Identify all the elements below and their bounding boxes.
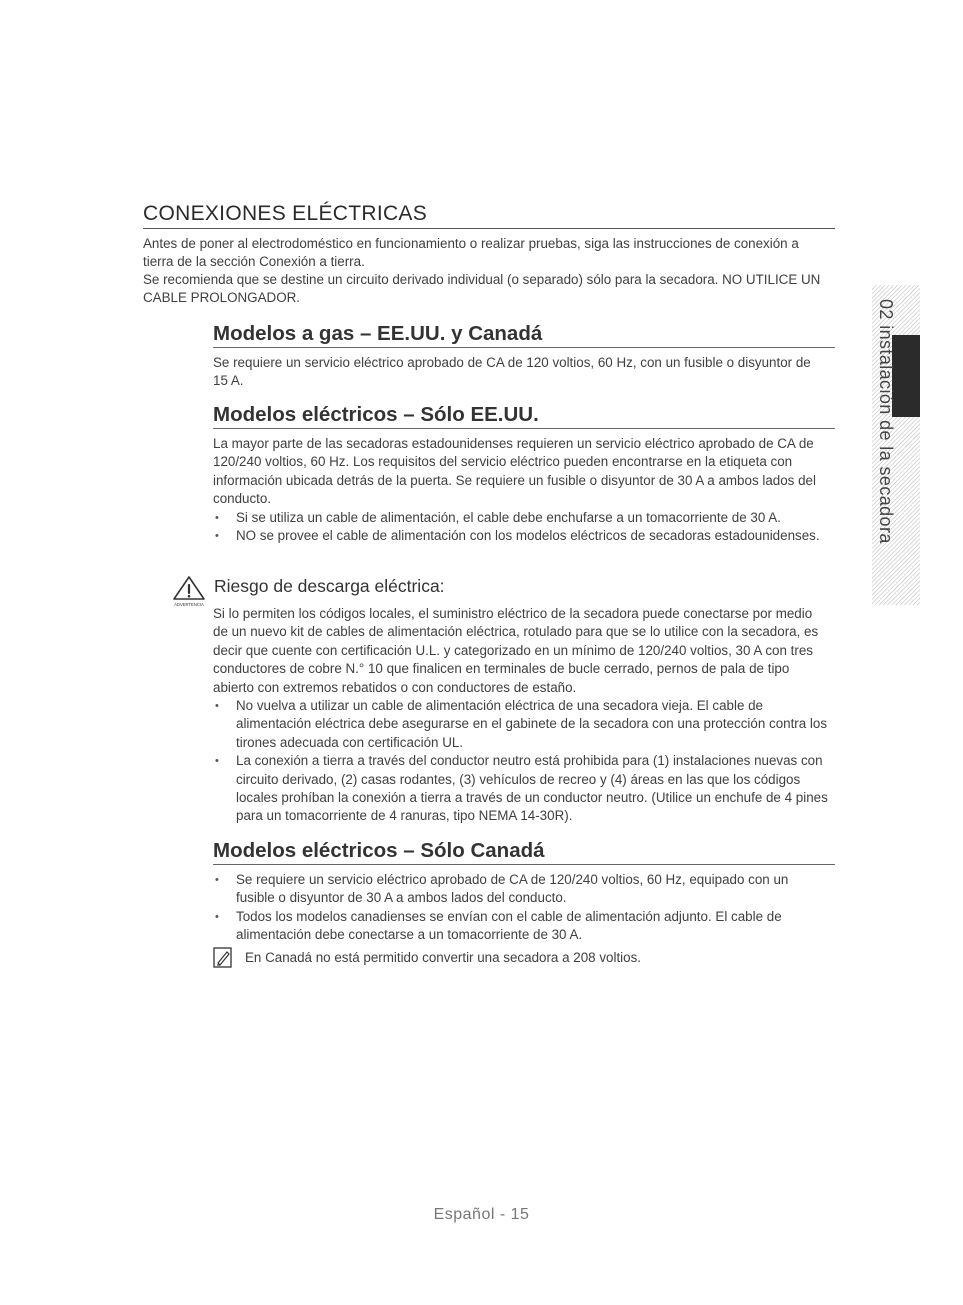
section-gas-models	[213, 322, 835, 391]
section-heading: Modelos eléctricos – Sólo Canadá	[213, 839, 835, 865]
side-chapter-tab	[872, 285, 920, 605]
section-text: La mayor parte de las secadoras estadounidenses requieren un servicio eléctrico aprobado de CA de 120/240 voltios, 60 Hz. Los requisitos del servicio eléctrico pueden encontrarse en la etiqueta con información ubicada detrás de la puerta. Se requiere un fusible o disyuntor de 30 A a ambos lados del conducto.	[213, 436, 816, 507]
bullet-list	[213, 509, 829, 546]
section-electric-canada	[213, 839, 835, 945]
warning-body	[213, 605, 835, 826]
note-text: En Canadá no está permitido convertir una secadora a 208 voltios.	[245, 950, 642, 965]
intro-text	[143, 235, 823, 307]
note	[213, 947, 833, 971]
intro-paragraph-2: Se recomienda que se destine un circuito derivado individual (o separado) sólo para la secadora. NO UTILICE UN CABLE PROLONGADOR.	[143, 272, 821, 305]
list-item: • La conexión a tierra a través del conductor neutro está prohibida para (1) instalaciones nuevas con circuito derivado, (2) casas rodantes, (3) vehículos de recreo y (4) áreas en las que los códigos locales prohíban la conexión a tierra a través de un conductor neutro. (Utilice un enchufe de 4 pines para un tomacorriente de 4 ranuras, tipo NEMA 14-30R).	[213, 752, 829, 826]
page-title: CONEXIONES ELÉCTRICAS	[143, 202, 835, 229]
list-item: • Si se utiliza un cable de alimentación, el cable debe enchufarse a un tomacorriente de 30 A.	[213, 509, 829, 527]
warning-icon-label: ADVERTENCIA	[174, 602, 204, 607]
side-tab-marker	[892, 335, 920, 417]
list-item: • Todos los modelos canadienses se envían con el cable de alimentación adjunto. El cable de alimentación debe conectarse a un tomacorriente de 30 A.	[213, 908, 829, 945]
section-heading: Modelos eléctricos – Sólo EE.UU.	[213, 403, 835, 429]
warning-text: Si lo permiten los códigos locales, el suministro eléctrico de la secadora puede conectarse por medio de un nuevo kit de cables de alimentación eléctrica, rotulado para que se lo utilice con la secadora, es decir que cuente con certificación U.L. y categorizado en un mínimo de 120/240 voltios, 30 A con tres conductores de cobre N.° 10 que finalicen en terminales de bucle cerrado, pernos de pala de tipo abierto con extremos rebatidos o con conductores de estaño.	[213, 606, 819, 695]
bullet-list	[213, 697, 829, 826]
warning-triangle-icon	[171, 575, 207, 607]
page-footer: Español - 15	[433, 1206, 530, 1223]
warning-heading: Riesgo de descarga eléctrica:	[214, 576, 445, 596]
list-item: • NO se provee el cable de alimentación con los modelos eléctricos de secadoras estadounidenses.	[213, 527, 829, 545]
warning-header	[171, 575, 671, 607]
section-electric-us	[213, 403, 835, 545]
section-text: Se requiere un servicio eléctrico aprobado de CA de 120 voltios, 60 Hz, con un fusible o disyuntor de 15 A.	[213, 355, 811, 389]
list-item: • No vuelva a utilizar un cable de alimentación eléctrica de una secadora vieja. El cable de alimentación eléctrica debe asegurarse en el gabinete de la secadora con una protección contra los tirones adecuada con certificación UL.	[213, 697, 829, 752]
note-icon	[213, 947, 233, 969]
bullet-list	[213, 871, 829, 945]
section-heading: Modelos a gas – EE.UU. y Canadá	[213, 322, 835, 348]
side-tab-label: 02 instalación de la secadora	[876, 299, 896, 544]
intro-paragraph-1: Antes de poner al electrodoméstico en funcionamiento o realizar pruebas, siga las instrucciones de conexión a tierra de la sección Conexión a tierra.	[143, 236, 799, 269]
list-item: • Se requiere un servicio eléctrico aprobado de CA de 120/240 voltios, 60 Hz, equipado con un fusible o disyuntor de 30 A a ambos lados del conducto.	[213, 871, 829, 908]
